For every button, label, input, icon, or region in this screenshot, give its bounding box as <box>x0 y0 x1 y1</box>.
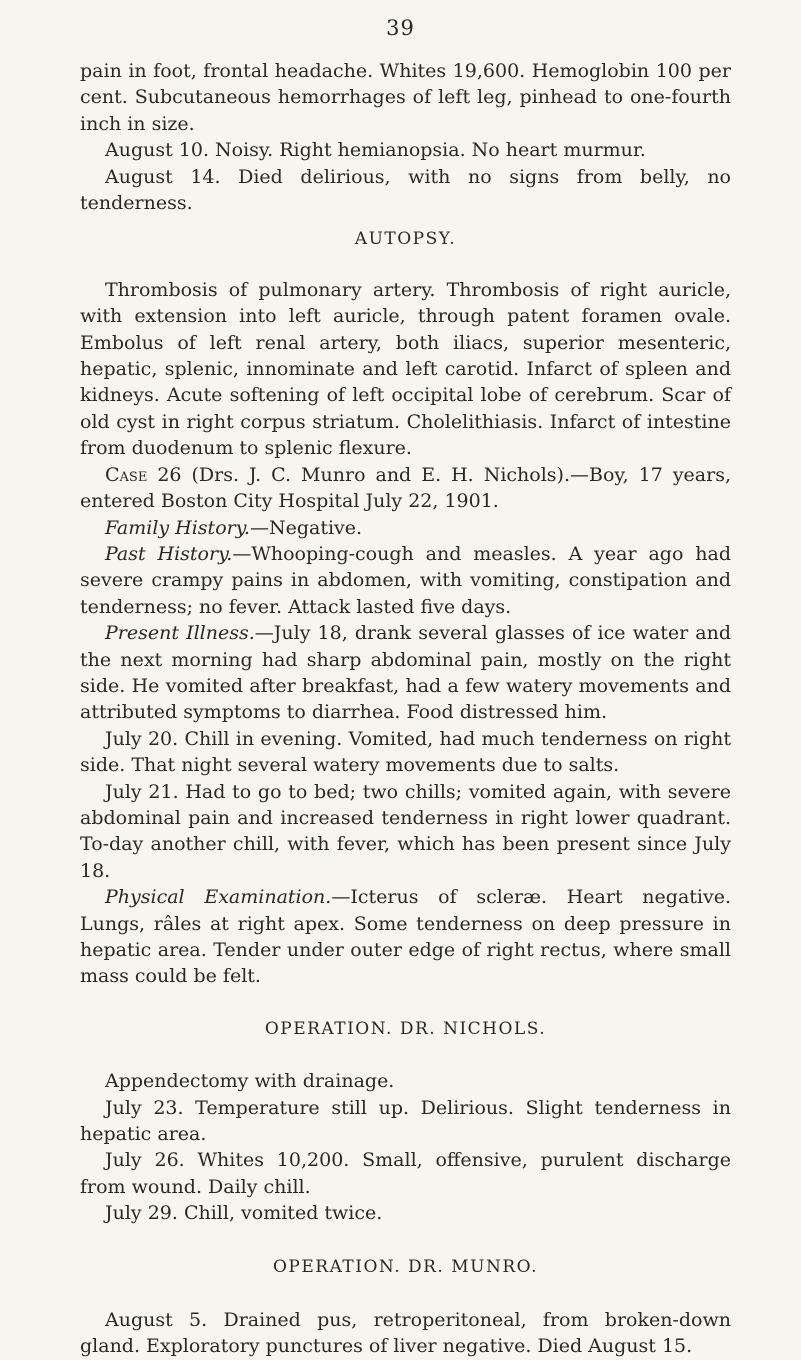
case-text: 26 (Drs. J. C. Munro and E. H. Nichols).—Boy, 17 years, entered Boston City Hospital July 22, 1901. <box>80 463 731 513</box>
paragraph-past-history <box>80 541 731 620</box>
paragraph-july-20: July 20. Chill in evening. Vomited, had much tenderness on right side. That night several watery movements due to salts. <box>80 727 731 777</box>
page-number: 39 <box>386 16 415 40</box>
physical-exam-label: Physical Examination. <box>105 886 332 909</box>
paragraph-autopsy: Thrombosis of pulmonary artery. Thrombosis of right auricle, with extension into left auricle, through patent foramen ovale. Embolus of left renal artery, both iliacs, superior mesenteric, hepatic, splenic, innominate and left carotid. Infarct of spleen and kidneys. Acute softening of left occipital lobe of cerebrum. Scar of old cyst in right corpus striatum. Cholelithiasis. Infarct of intestine from duodenum to splenic flexure. <box>80 278 731 460</box>
present-illness-label: Present Illness. <box>105 622 255 645</box>
paragraph-family-history <box>80 515 731 541</box>
past-history-text: —Whooping-cough and measles. A year ago had severe crampy pains in abdomen, with vomiting, constipation and tenderness; no fever. Attack lasted five days. <box>80 542 731 618</box>
paragraph-july-26: July 26. Whites 10,200. Small, offensive, purulent discharge from wound. Daily chill. <box>80 1149 731 1198</box>
heading-operation-nichols: OPERATION. DR. NICHOLS. <box>264 1018 547 1039</box>
heading-operation-munro: OPERATION. DR. MUNRO. <box>272 1256 538 1277</box>
paragraph-august-14: August 14. Died delirious, with no signs from belly, no tenderness. <box>80 165 731 215</box>
present-illness-text: —July 18, drank several glasses of ice water and the next morning had sharp abdominal pain, mostly on the right side. He vomited after breakfast, had a few watery movements and attributed symptoms to diarrhea. Food distressed him. <box>80 622 731 724</box>
family-history-label: Family History. <box>105 516 250 539</box>
paragraph-august-5: August 5. Drained pus, retroperitoneal, from broken-down gland. Exploratory punctures of liver negative. Died August 15. <box>80 1309 731 1358</box>
paragraph-july-21: July 21. Had to go to bed; two chills; vomited again, with severe abdominal pain and increased tenderness in right lower quadrant. To-day another chill, with fever, which has been present since July 18. <box>80 780 731 882</box>
paragraph-physical-examination <box>80 884 731 990</box>
paragraph-present-illness <box>80 620 731 726</box>
heading-autopsy: AUTOPSY. <box>354 229 457 250</box>
physical-exam-text: —Icterus of scleræ. Heart negative. Lungs, râles at right apex. Some tenderness on deep pressure in hepatic area. Tender under outer edge of right rectus, where small mass could be felt. <box>80 886 731 988</box>
past-history-label: Past History. <box>105 542 233 565</box>
paragraph-case-26 <box>80 462 731 515</box>
case-label: Case <box>105 463 148 486</box>
body-text <box>80 58 731 1360</box>
paragraph-august-10: August 10. Noisy. Right hemianopsia. No heart murmur. <box>105 139 646 162</box>
paragraph-continuation: pain in foot, frontal headache. Whites 19,600. Hemoglobin 100 per cent. Subcutaneous hemorrhages of left leg, pinhead to one-fourth inch in size. <box>80 60 731 135</box>
paragraph-appendectomy: Appendectomy with drainage. <box>105 1070 395 1093</box>
paragraph-july-23: July 23. Temperature still up. Delirious. Slight tenderness in hepatic area. <box>80 1096 731 1146</box>
paragraph-july-29: July 29. Chill, vomited twice. <box>105 1202 383 1225</box>
family-history-text: —Negative. <box>249 516 363 539</box>
